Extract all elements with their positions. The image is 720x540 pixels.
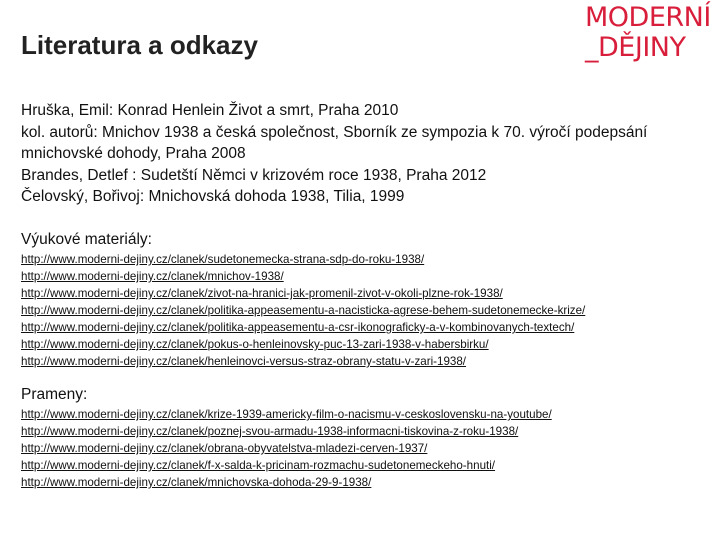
literature-item: Čelovský, Bořivoj: Mnichovská dohoda 1938, Tilia, 1999 — [21, 188, 405, 205]
link-item[interactable]: http://www.moderni-dejiny.cz/clanek/zivot-na-hranici-jak-promenil-zivot-v-okoli-plzne-rok-1938/ — [21, 287, 503, 300]
link-item[interactable]: http://www.moderni-dejiny.cz/clanek/politika-appeasementu-a-csr-ikonograficky-a-v-kombinovanych-textech/ — [21, 321, 575, 334]
sources-links — [21, 406, 711, 491]
link-item[interactable]: http://www.moderni-dejiny.cz/clanek/mnichov-1938/ — [21, 270, 284, 283]
logo-line-1: MODERNÍ — [585, 2, 711, 33]
link-item[interactable]: http://www.moderni-dejiny.cz/clanek/krize-1939-americky-film-o-nacismu-v-ceskoslovensku-na-youtube/ — [21, 408, 552, 421]
link-item[interactable]: http://www.moderni-dejiny.cz/clanek/f-x-salda-k-pricinam-rozmachu-sudetonemeckeho-hnuti/ — [21, 459, 496, 472]
literature-list — [21, 100, 711, 208]
link-item[interactable]: http://www.moderni-dejiny.cz/clanek/pokus-o-henleinovsky-puc-13-zari-1938-v-habersbirku/ — [21, 338, 489, 351]
literature-item: Hruška, Emil: Konrad Henlein Život a smrt, Praha 2010 — [21, 102, 399, 119]
logo-line-2: _DĚJINY — [585, 32, 686, 63]
sources-heading: Prameny: — [21, 386, 88, 403]
teaching-materials-links — [21, 251, 711, 370]
link-item[interactable]: http://www.moderni-dejiny.cz/clanek/henleinovci-versus-straz-obrany-statu-v-zari-1938/ — [21, 355, 467, 368]
literature-item: Brandes, Detlef : Sudetští Němci v krizovém roce 1938, Praha 2012 — [21, 166, 487, 184]
link-item[interactable]: http://www.moderni-dejiny.cz/clanek/mnichovska-dohoda-29-9-1938/ — [21, 476, 372, 489]
teaching-materials-heading: Výukové materiály: — [21, 231, 152, 248]
link-item[interactable]: http://www.moderni-dejiny.cz/clanek/politika-appeasementu-a-nacisticka-agrese-behem-sudetonemecke-krize/ — [21, 304, 586, 317]
page-title: Literatura a odkazy — [21, 30, 258, 60]
moderni-dejiny-logo — [585, 3, 715, 65]
link-item[interactable]: http://www.moderni-dejiny.cz/clanek/sudetonemecka-strana-sdp-do-roku-1938/ — [21, 253, 425, 266]
link-item[interactable]: http://www.moderni-dejiny.cz/clanek/obrana-obyvatelstva-mladezi-cerven-1937/ — [21, 442, 428, 455]
literature-item: kol. autorů: Mnichov 1938 a česká společnost, Sborník ze sympozia k 70. výročí podepsání mnichovské dohody, Praha 2008 — [21, 123, 648, 162]
link-item[interactable]: http://www.moderni-dejiny.cz/clanek/poznej-svou-armadu-1938-informacni-tiskovina-z-roku-1938/ — [21, 425, 519, 438]
